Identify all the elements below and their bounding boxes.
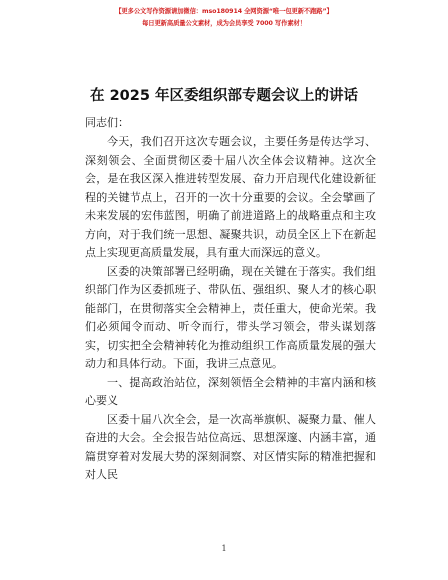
banner-line-1: 【更多公文写作资源请加微信：mso180914 全网资源“唯一包更新不跑路”】 — [115, 8, 333, 15]
banner-line-2: 每日更新高质量公文素材，成为会员享受 7000 写作素材！ — [142, 20, 306, 27]
paragraph-2: 区委的决策部署已经明确，现在关键在于落实。我们组织部门作为区委抓班子、带队伍、强组织、聚人才的核心职能部门，在贯彻落实全会精神上，责任重大，使命光荣。我们必须闻令而动、听令而行，带头学习领会，带头谋划落实，切实把全会精神转化为推动组织工作高质量发展的强大动力和具体行动。下面，我讲三点意见。 — [85, 264, 376, 370]
document-title: 在 2025 年区委组织部专题会议上的讲话 — [90, 88, 358, 104]
salutation: 同志们： — [85, 116, 129, 129]
watermark-banner — [0, 6, 448, 30]
document-body — [85, 114, 376, 485]
paragraph-3: 区委十届八次全会，是一次高举旗帜、凝聚力量、催人奋进的大会。全会报告站位高远、思想深邃、内涵丰富，通篇贯穿着对发展大势的深刻洞察、对区情实际的精准把握和对人民 — [85, 412, 376, 481]
section-heading-1: 一、提高政治站位，深刻领悟全会精神的丰富内涵和核心要义 — [85, 375, 376, 407]
page-number: 1 — [221, 544, 227, 553]
paragraph-1: 今天，我们召开这次专题会议，主要任务是传达学习、深刻领会、全面贯彻区委十届八次全体会议精神。这次全会，是在我区深入推进转型发展、奋力开启现代化建设新征程的关键节点上，召开的一次十分重要的会议。全会擘画了未来发展的宏伟蓝图，明确了前进道路上的战略重点和主攻方向，对于我们统一思想、凝聚共识，动员全区上下在新起点上实现更高质量发展，具有重大而深远的意义。 — [85, 135, 376, 259]
